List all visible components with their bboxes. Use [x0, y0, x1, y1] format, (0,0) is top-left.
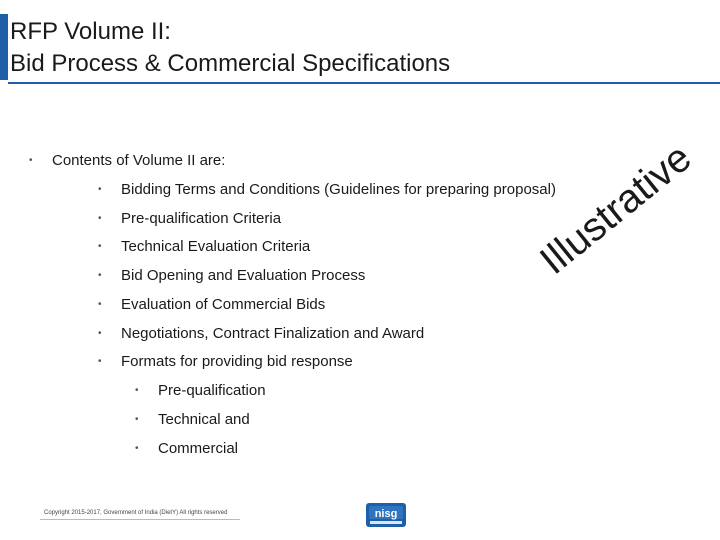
title-underline — [8, 82, 720, 84]
bullet-dot: • — [135, 443, 139, 454]
list-item-text: Negotiations, Contract Finalization and Award — [121, 325, 425, 342]
bullet-dot: • — [135, 385, 139, 396]
list-item-text: Formats for providing bid response — [121, 353, 353, 370]
list-item — [98, 266, 365, 286]
bullet-dot: • — [98, 299, 102, 310]
slide-title-line2: Bid Process & Commercial Specifications — [10, 50, 451, 77]
sub-list-item-text: Pre-qualification — [158, 382, 266, 399]
bullet-dot: • — [98, 356, 102, 367]
footer-divider — [40, 519, 240, 520]
bullet-dot: • — [29, 155, 33, 166]
list-item-text: Pre-qualification Criteria — [121, 210, 282, 227]
list-item — [98, 324, 424, 344]
illustrative-watermark — [531, 135, 700, 283]
list-item — [98, 295, 325, 315]
footer-copyright: Copyright 2015-2017, Government of India (DietY) All rights reserved — [44, 510, 228, 516]
slide-title-line1: RFP Volume II: — [10, 18, 171, 45]
slide-title — [10, 16, 570, 80]
bullet-dot: • — [98, 328, 102, 339]
list-item-text: Technical Evaluation Criteria — [121, 238, 311, 255]
sub-list-item — [135, 410, 250, 430]
bullet-dot: • — [98, 184, 102, 195]
sub-list-item-text: Technical and — [158, 411, 250, 428]
list-item — [98, 352, 353, 372]
watermark-text: Illustrative — [531, 135, 700, 283]
sub-list-item — [135, 439, 238, 459]
bullet-dot: • — [98, 213, 102, 224]
bullet-dot: • — [135, 414, 139, 425]
bullet-dot: • — [98, 241, 102, 252]
title-accent-bar — [0, 14, 8, 80]
logo-text: nisg — [374, 508, 398, 520]
bullet-dot: • — [98, 270, 102, 281]
sub-list-item-text: Commercial — [158, 440, 239, 457]
nisg-logo — [366, 503, 406, 527]
bullet-text: Contents of Volume II are: — [52, 152, 226, 169]
sub-list-item — [135, 381, 266, 401]
list-item — [98, 209, 281, 229]
list-item-text: Bid Opening and Evaluation Process — [121, 267, 366, 284]
list-item-text: Bidding Terms and Conditions (Guidelines for preparing proposal) — [121, 181, 556, 198]
list-item — [98, 180, 556, 200]
list-item — [98, 237, 310, 257]
list-item-text: Evaluation of Commercial Bids — [121, 296, 326, 313]
bullet-contents — [29, 151, 225, 171]
